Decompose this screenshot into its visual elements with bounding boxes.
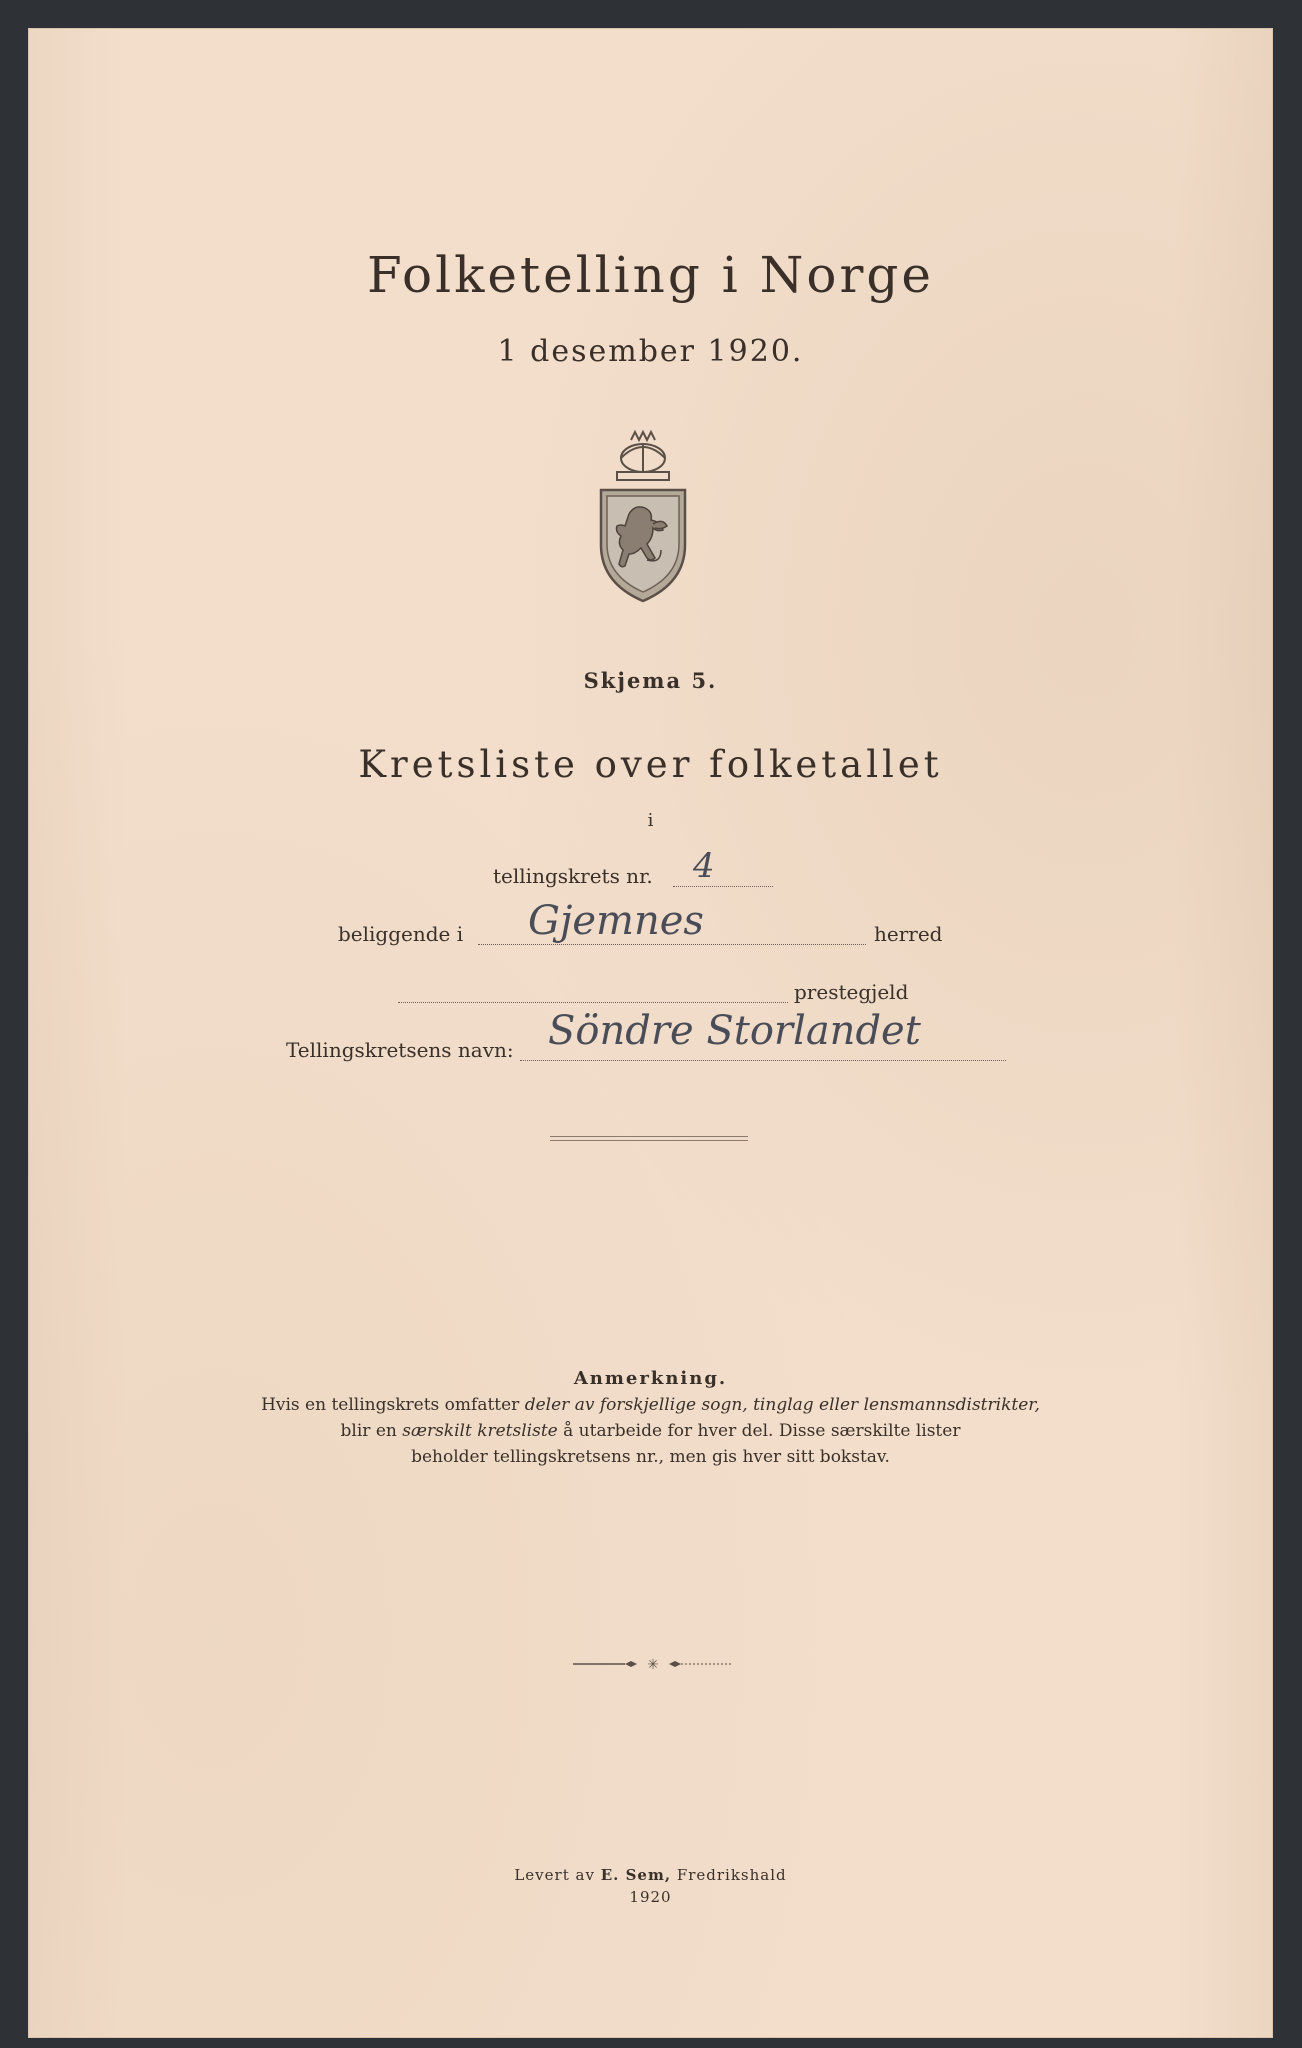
printer-prefix: Levert av [514,1866,601,1884]
located-in-line [478,944,866,945]
note-line-1 [28,1392,1273,1418]
note-line-2-text-a: blir en [340,1421,403,1441]
norwegian-coat-of-arms-icon [593,428,693,603]
district-name-label: Tellingskretsens navn: [286,1038,514,1062]
parish-label: prestegjeld [794,980,909,1004]
district-number-value: 4 [693,846,715,886]
located-in-label: beliggende i [338,922,464,946]
svg-text:✳: ✳ [647,1657,659,1672]
note-line-1-italic: deler av forskjellige sogn, tinglag eller lensmannsdistrikter, [524,1395,1040,1415]
note-line-2 [28,1418,1273,1444]
printer-name: E. Sem, [600,1866,672,1884]
printer-line [28,1864,1273,1886]
census-date: 1 desember 1920. [497,334,804,369]
schema-number: Skjema 5. [583,668,718,693]
herred-label: herred [874,922,943,946]
note-line-2-text-c: å utarbeide for hver del. Disse særskilte lister [557,1421,961,1441]
parish-line [398,1002,788,1003]
printer-place: Fredrikshald [671,1866,787,1884]
preposition-i: i [647,810,654,831]
district-name-line [520,1060,1006,1061]
note-line-3: beholder tellingskretsens nr., men gis hver sitt bokstav. [411,1447,890,1467]
form-subtitle: Kretsliste over folketallet [358,743,943,786]
located-in-value: Gjemnes [528,898,704,944]
note-heading: Anmerkning. [573,1368,728,1389]
printer-year: 1920 [629,1888,672,1906]
district-name-value: Söndre Storlandet [548,1008,921,1054]
census-form-page [28,28,1273,2038]
district-number-line [673,886,773,887]
note-line-2-italic: særskilt kretsliste [402,1421,558,1441]
page-title: Folketelling i Norge [367,246,934,304]
ornament-divider-icon [573,1656,733,1672]
note-line-1-text: Hvis en tellingskrets omfatter [261,1395,525,1415]
section-divider [550,1136,748,1141]
district-number-label: tellingskrets nr. [493,864,653,888]
